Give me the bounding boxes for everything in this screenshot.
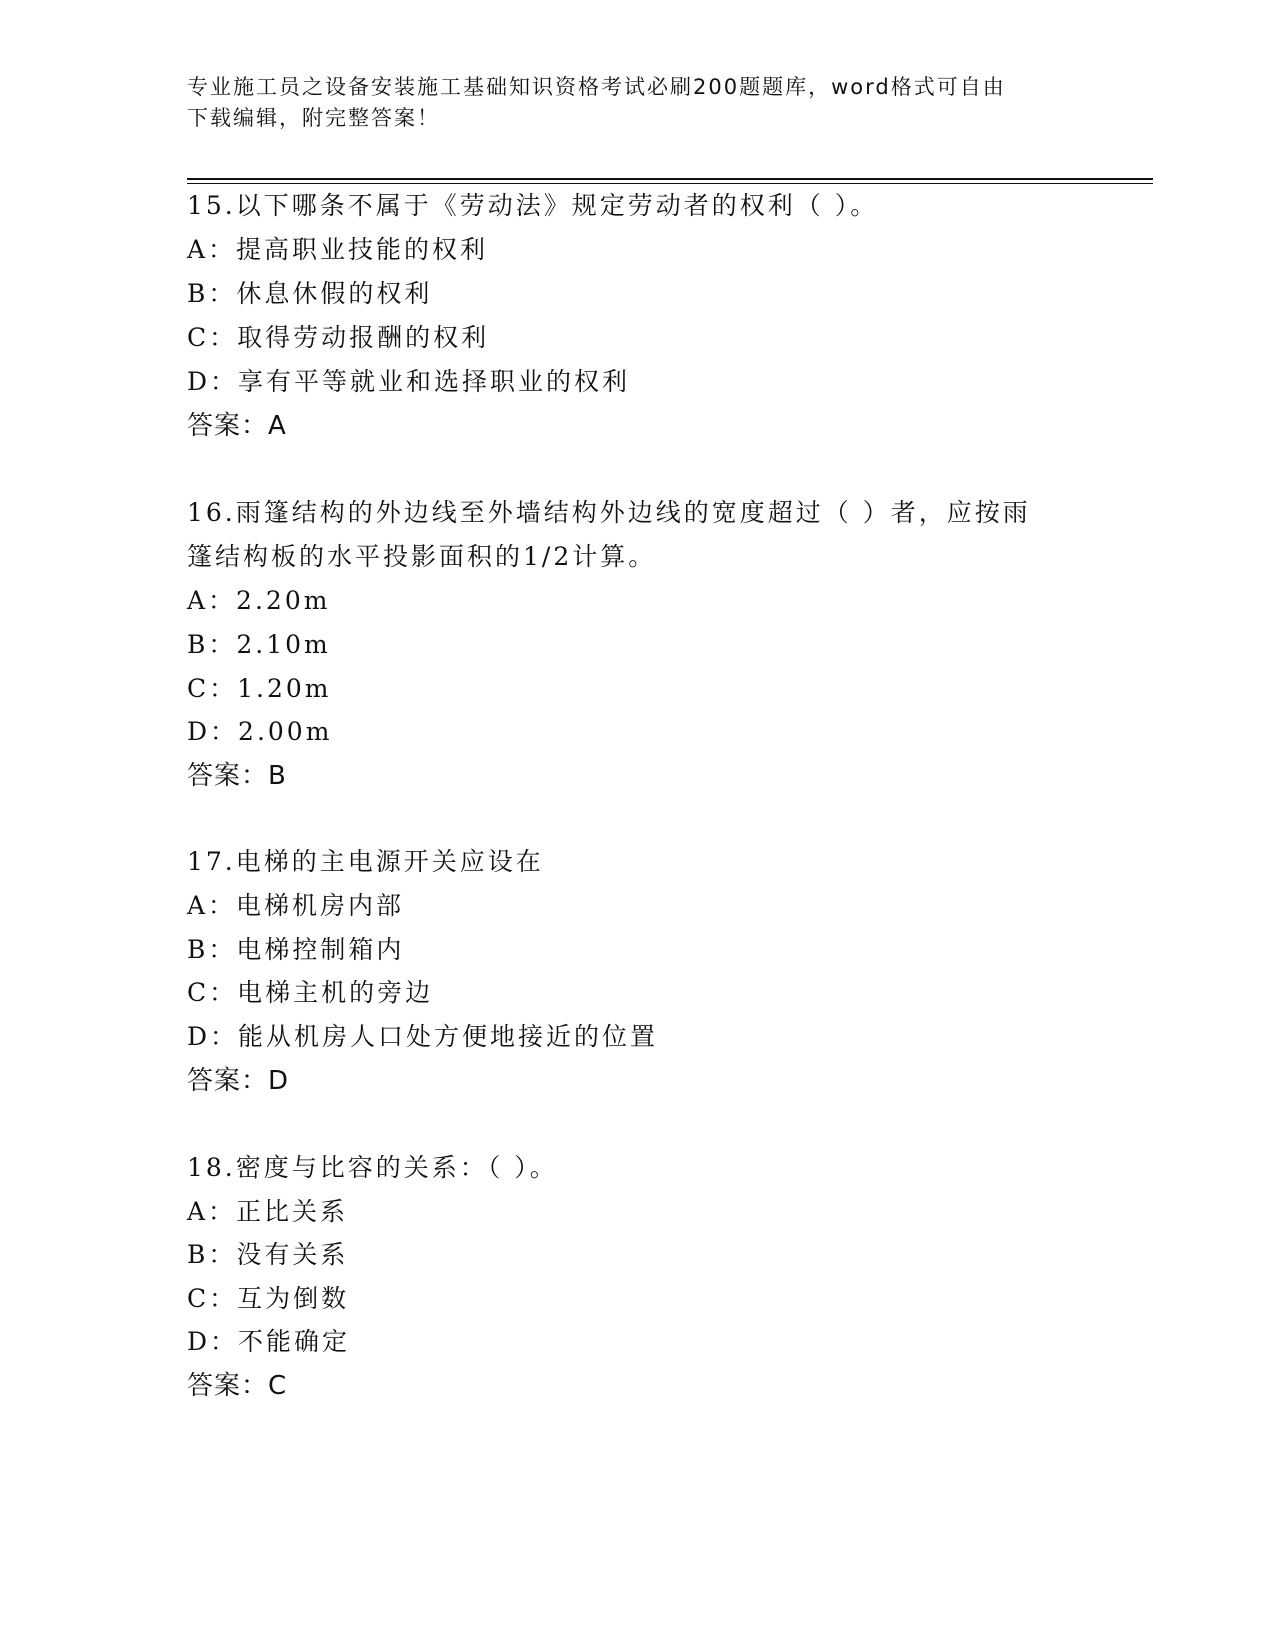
- question-18-option-c: C：互为倒数: [187, 1284, 350, 1313]
- question-17-answer: 答案：D: [187, 1066, 290, 1096]
- header-line-2: 下载编辑，附完整答案！: [187, 106, 440, 130]
- question-15-option-b: B：休息休假的权利: [187, 279, 433, 308]
- question-18-option-d: D：不能确定: [187, 1327, 351, 1356]
- question-15-option-c: C：取得劳动报酬的权利: [187, 323, 490, 352]
- question-17-option-b: B：电梯控制箱内: [187, 935, 405, 964]
- question-17-option-c: C：电梯主机的旁边: [187, 978, 434, 1007]
- question-15-option-d: D：享有平等就业和选择职业的权利: [187, 367, 631, 396]
- question-16-stem-line-1: 16.雨篷结构的外边线至外墙结构外边线的宽度超过（ ）者，应按雨: [187, 498, 1031, 527]
- question-16-option-d: D：2.00m: [187, 717, 333, 746]
- question-16-option-c: C：1.20m: [187, 674, 332, 703]
- question-16-answer: 答案：B: [187, 761, 287, 791]
- header-line-1: 专业施工员之设备安装施工基础知识资格考试必刷200题题库，word格式可自由: [187, 75, 1006, 99]
- question-18-stem: 18.密度与比容的关系：（ ）。: [187, 1153, 558, 1182]
- question-16-option-a: A：2.20m: [187, 586, 331, 615]
- question-18-option-a: A：正比关系: [187, 1197, 349, 1226]
- question-15-stem: 15.以下哪条不属于《劳动法》规定劳动者的权利（ ）。: [187, 191, 879, 220]
- document-header: [187, 72, 1067, 134]
- question-16-stem-line-2: 篷结构板的水平投影面积的1/2计算。: [187, 542, 657, 571]
- question-17-option-a: A：电梯机房内部: [187, 891, 405, 920]
- question-15-answer: 答案：A: [187, 411, 287, 441]
- question-17-option-d: D：能从机房人口处方便地接近的位置: [187, 1022, 659, 1051]
- question-18-option-b: B：没有关系: [187, 1240, 349, 1269]
- question-17-stem: 17.电梯的主电源开关应设在: [187, 847, 544, 876]
- header-divider-thin: [187, 183, 1153, 184]
- question-16-option-b: B：2.10m: [187, 630, 331, 659]
- question-15-option-a: A：提高职业技能的权利: [187, 235, 489, 264]
- header-divider-thick: [187, 178, 1153, 180]
- question-18-answer: 答案：C: [187, 1371, 288, 1401]
